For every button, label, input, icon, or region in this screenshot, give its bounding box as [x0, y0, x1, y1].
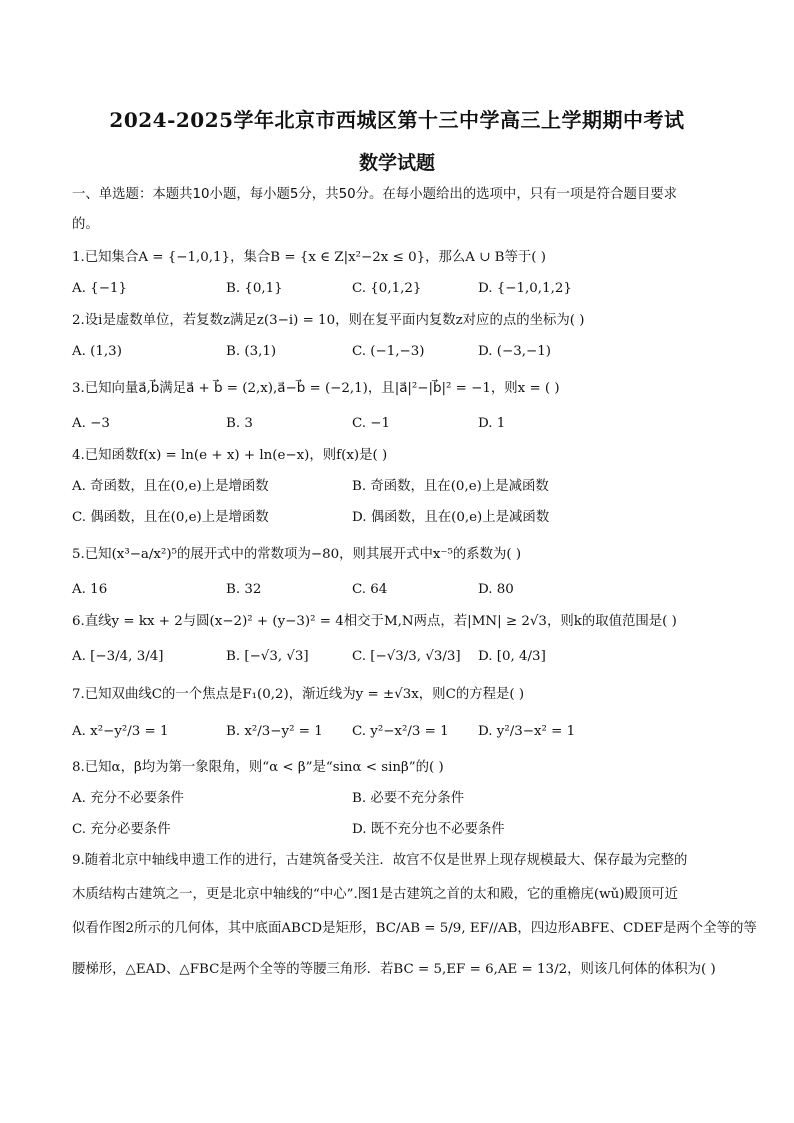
- question-3-stem: 3.已知向量a⃗,b⃗满足a⃗ + b⃗ = (2,x),a⃗−b⃗ = (−2,1)，且|a⃗|²−|b⃗|² = −1，则x = ( ): [72, 381, 560, 396]
- question-7-option-c: C. y²−x²/3 = 1: [352, 724, 449, 739]
- question-3-option-b: B. 3: [226, 416, 253, 431]
- question-4-option-d: D. 偶函数，且在(0,e)上是减函数: [352, 510, 550, 525]
- question-3-option-c: C. −1: [352, 416, 391, 431]
- question-6-option-a: A. [−3/4, 3/4]: [72, 649, 164, 664]
- question-1-stem: 1.已知集合A = {−1,0,1}，集合B = {x ∈ Z|x²−2x ≤ 0}，那么A ∪ B等于( ): [72, 250, 547, 265]
- question-1-option-a: A. {−1}: [72, 281, 127, 296]
- question-5-option-b: B. 32: [226, 582, 262, 597]
- question-6-option-b: B. [−√3, √3]: [226, 649, 309, 664]
- question-9-line-4: 腰梯形，△EAD、△FBC是两个全等的等腰三角形．若BC = 5,EF = 6,AE = 13/2，则该几何体的体积为( ): [72, 962, 716, 977]
- question-8-option-c: C. 充分必要条件: [72, 822, 171, 837]
- question-1-option-b: B. {0,1}: [226, 281, 283, 296]
- question-8-stem: 8.已知α，β均为第一象限角，则“α < β”是“sinα < sinβ”的( ): [72, 760, 444, 775]
- question-3-option-d: D. 1: [478, 416, 506, 431]
- question-2-option-d: D. (−3,−1): [478, 344, 551, 359]
- question-4-option-a: A. 奇函数，且在(0,e)上是增函数: [72, 479, 269, 494]
- question-5-option-a: A. 16: [72, 582, 108, 597]
- question-4-option-c: C. 偶函数，且在(0,e)上是增函数: [72, 510, 269, 525]
- question-2-option-a: A. (1,3): [72, 344, 122, 359]
- question-2-stem: 2.设i是虚数单位，若复数z满足z(3−i) = 10，则在复平面内复数z对应的点的坐标为( ): [72, 313, 585, 328]
- question-2-option-c: C. (−1,−3): [352, 344, 425, 359]
- question-5-stem-suffix: 的展开式中的常数项为−80，则其展开式中x⁻⁵的系数为( ): [176, 547, 522, 562]
- section-instruction-cont: 的。: [72, 217, 99, 232]
- question-2-option-b: B. (3,1): [226, 344, 277, 359]
- question-8-option-a: A. 充分不必要条件: [72, 791, 184, 806]
- question-5-option-c: C. 64: [352, 582, 388, 597]
- question-3-option-a: A. −3: [72, 416, 110, 431]
- exam-subtitle: 数学试题: [358, 152, 435, 174]
- question-7-option-a: A. x²−y²/3 = 1: [72, 724, 169, 739]
- question-7-option-b: B. x²/3−y² = 1: [226, 724, 323, 739]
- question-6-option-d: D. [0, 4/3]: [478, 649, 546, 664]
- question-7-option-d: D. y²/3−x² = 1: [478, 724, 576, 739]
- question-5-option-d: D. 80: [478, 582, 514, 597]
- question-5-stem: [72, 545, 732, 565]
- question-6-stem: 6.直线y = kx + 2与圆(x−2)² + (y−3)² = 4相交于M,N两点，若|MN| ≥ 2√3，则k的取值范围是( ): [72, 614, 677, 629]
- question-8-option-d: D. 既不充分也不必要条件: [352, 822, 505, 837]
- question-4-option-b: B. 奇函数，且在(0,e)上是减函数: [352, 479, 549, 494]
- question-5-expression: (x³−a/x²)⁵: [111, 547, 177, 562]
- question-1-option-c: C. {0,1,2}: [352, 281, 422, 296]
- question-9-line-3: 似看作图2所示的几何体，其中底面ABCD是矩形，BC/AB = 5/9, EF//AB，四边形ABFE、CDEF是两个全等的等: [72, 921, 757, 936]
- question-6-option-c: C. [−√3/3, √3/3]: [352, 649, 461, 664]
- question-1-option-d: D. {−1,0,1,2}: [478, 281, 572, 296]
- question-8-option-b: B. 必要不充分条件: [352, 791, 465, 806]
- section-instruction: 一、单选题：本题共10小题，每小题5分，共50分。在每小题给出的选项中，只有一项是符合题目要求: [72, 187, 678, 202]
- question-9-line-1: 9.随着北京中轴线申遗工作的进行，古建筑备受关注．故宫不仅是世界上现存规模最大、保存最为完整的: [72, 853, 688, 868]
- question-5-stem-prefix: 5.已知: [72, 547, 112, 562]
- question-9-line-2: 木质结构古建筑之一，更是北京中轴线的“中心”.图1是古建筑之首的太和殿，它的重檐庑(wǔ)殿顶可近: [72, 887, 679, 902]
- question-4-stem: 4.已知函数f(x) = ln(e + x) + ln(e−x)，则f(x)是( ): [72, 448, 388, 463]
- question-7-stem: 7.已知双曲线C的一个焦点是F₁(0,2)，渐近线为y = ±√3x，则C的方程是( ): [72, 687, 525, 702]
- exam-title: 2024-2025学年北京市西城区第十三中学高三上学期期中考试: [109, 108, 685, 132]
